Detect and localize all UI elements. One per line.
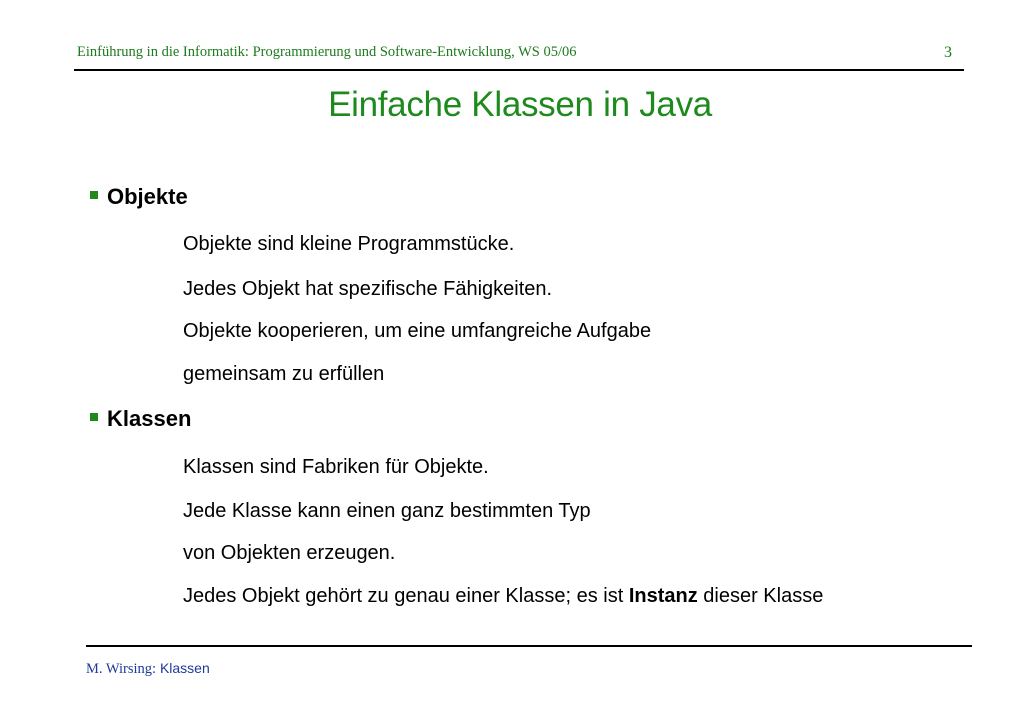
footer-divider [86,645,972,647]
text-fragment: Jedes Objekt gehört zu genau einer Klasse; es ist [183,585,629,607]
footer-topic: Klassen [159,660,210,676]
square-bullet-icon [90,191,98,199]
course-title: Einführung in die Informatik: Programmierung und Software-Entwicklung, WS 05/06 [77,44,577,60]
bullet-heading-label: Klassen [107,406,192,431]
body-line: Objekte sind kleine Programmstücke. [183,233,515,255]
emphasis-instanz: Instanz [628,585,698,607]
slide-title: Einfache Klassen in Java [328,85,712,124]
page-number: 3 [944,44,952,61]
slide-footer [86,660,210,678]
bullet-heading-objekte [90,184,188,210]
footer-author: M. Wirsing: [86,661,157,677]
text-fragment: dieser Klasse [697,585,824,607]
body-line: Klassen sind Fabriken für Objekte. [183,456,489,478]
header-divider [74,69,964,71]
body-line: Jede Klasse kann einen ganz bestimmten Typ [183,500,591,522]
bullet-heading-label: Objekte [107,184,188,209]
body-line: Objekte kooperieren, um eine umfangreiche Aufgabe [183,320,652,342]
bullet-heading-klassen [90,406,191,432]
body-line: Jedes Objekt hat spezifische Fähigkeiten. [183,278,553,300]
square-bullet-icon [90,413,98,421]
body-line-instanz [183,585,823,608]
body-line: gemeinsam zu erfüllen [183,363,385,385]
body-line: von Objekten erzeugen. [183,542,396,564]
